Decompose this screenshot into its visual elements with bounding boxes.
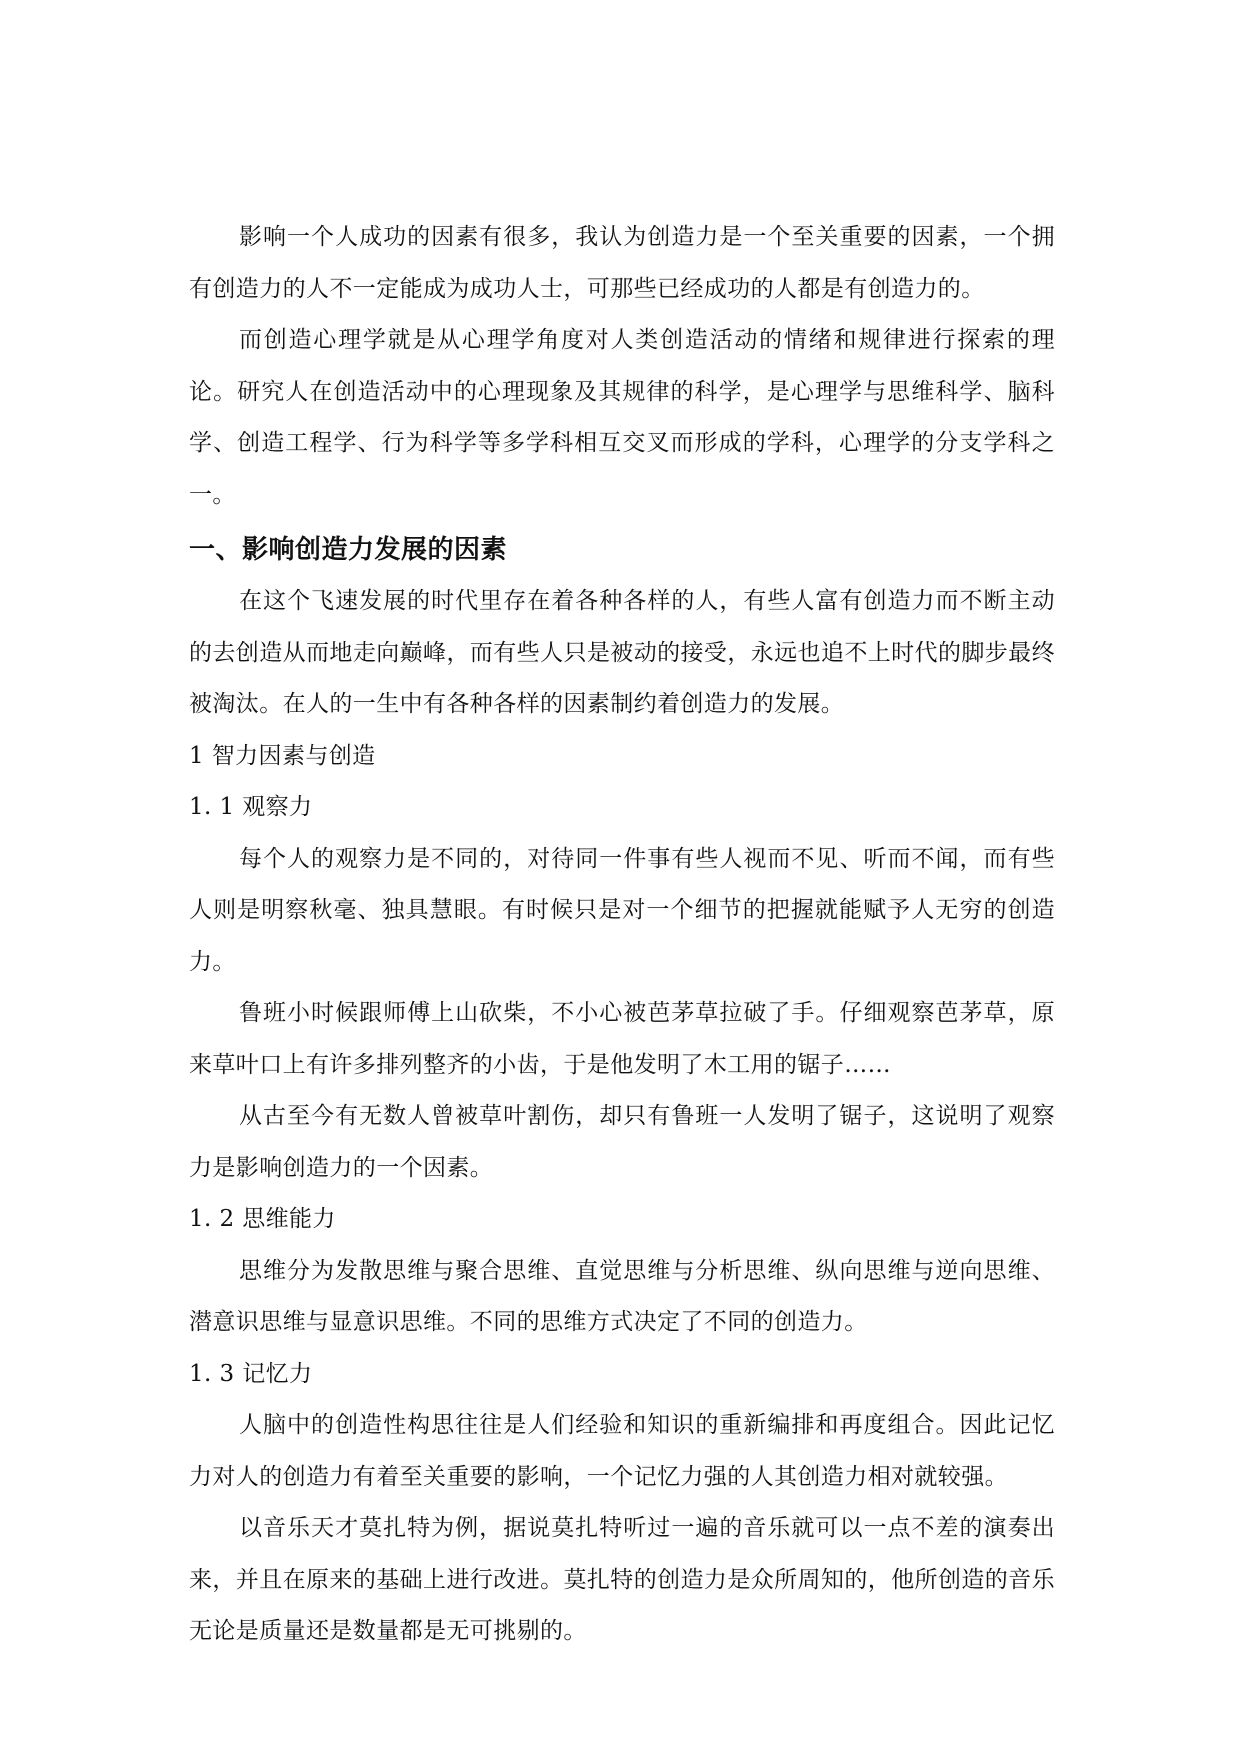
intro-paragraph-2: 而创造心理学就是从心理学角度对人类创造活动的情绪和规律进行探索的理论。研究人在创造活动中的心理现象及其规律的科学，是心理学与思维科学、脑科学、创造工程学、行为科学等多学科相互交叉而形成的学科，心理学的分支学科之一。 <box>189 327 1055 508</box>
subsection-heading-1: 1 智力因素与创造 <box>189 742 376 769</box>
item-1-1-paragraph-3: 从古至今有无数人曾被草叶割伤，却只有鲁班一人发明了锯子，这说明了观察力是影响创造力的一个因素。 <box>189 1103 1055 1181</box>
section-heading-1: 一、影响创造力发展的因素 <box>189 535 508 565</box>
item-heading-1-1: 1. 1 观察力 <box>189 794 313 820</box>
item-heading-1-2: 1. 2 思维能力 <box>189 1206 336 1232</box>
section-1-paragraph: 在这个飞速发展的时代里存在着各种各样的人，有些人富有创造力而不断主动的去创造从而地走向巅峰，而有些人只是被动的接受，永远也追不上时代的脚步最终被淘汰。在人的一生中有各种各样的因素制约着创造力的发展。 <box>189 588 1055 717</box>
item-1-1-paragraph-2: 鲁班小时候跟师傅上山砍柴，不小心被芭茅草拉破了手。仔细观察芭茅草，原来草叶口上有许多排列整齐的小齿，于是他发明了木工用的锯子…… <box>189 1000 1055 1078</box>
item-1-2-paragraph-1: 思维分为发散思维与聚合思维、直觉思维与分析思维、纵向思维与逆向思维、潜意识思维与显意识思维。不同的思维方式决定了不同的创造力。 <box>189 1257 1055 1335</box>
item-heading-1-3: 1. 3 记忆力 <box>189 1360 313 1387</box>
item-1-3-paragraph-1: 人脑中的创造性构思往往是人们经验和知识的重新编排和再度组合。因此记忆力对人的创造力有着至关重要的影响，一个记忆力强的人其创造力相对就较强。 <box>189 1412 1055 1490</box>
document-page <box>189 212 1055 1658</box>
item-1-1-paragraph-1: 每个人的观察力是不同的，对待同一件事有些人视而不见、听而不闻，而有些人则是明察秋毫、独具慧眼。有时候只是对一个细节的把握就能赋予人无穷的创造力。 <box>189 845 1055 975</box>
intro-paragraph-1: 影响一个人成功的因素有很多，我认为创造力是一个至关重要的因素，一个拥有创造力的人不一定能成为成功人士，可那些已经成功的人都是有创造力的。 <box>189 224 1055 302</box>
item-1-3-paragraph-2: 以音乐天才莫扎特为例，据说莫扎特听过一遍的音乐就可以一点不差的演奏出来，并且在原来的基础上进行改进。莫扎特的创造力是众所周知的，他所创造的音乐无论是质量还是数量都是无可挑剔的。 <box>189 1515 1055 1644</box>
